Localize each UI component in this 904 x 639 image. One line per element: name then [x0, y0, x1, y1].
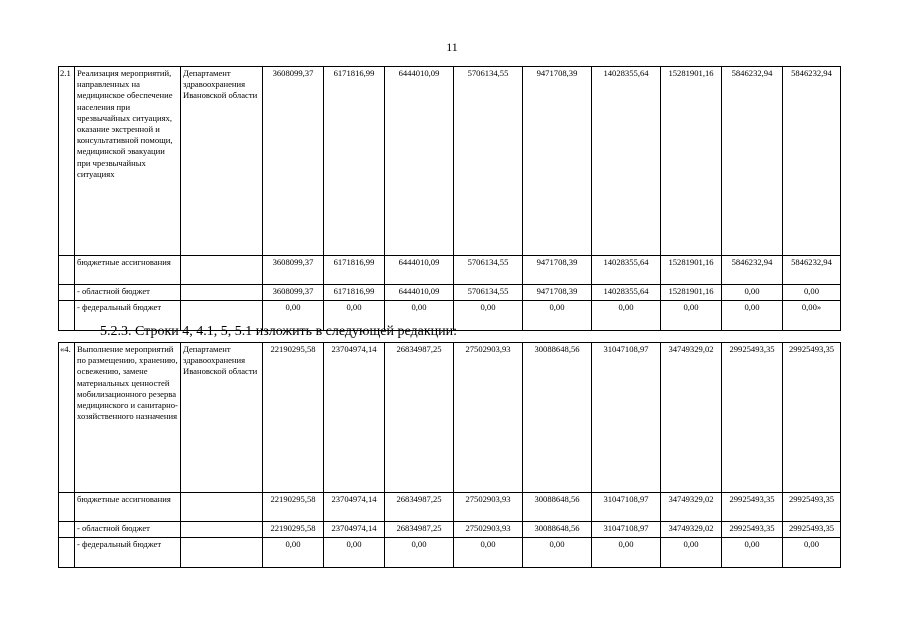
value-cell: 31047108,97 — [592, 522, 661, 538]
value-cell: 0,00 — [661, 301, 722, 331]
table-row — [59, 67, 841, 256]
value-cell: 34749329,02 — [661, 493, 722, 522]
budget-table-1 — [58, 66, 841, 331]
value-cell: 29925493,35 — [722, 493, 783, 522]
value-cell: 0,00 — [722, 285, 783, 301]
row-name-cell: - областной бюджет — [75, 522, 181, 538]
value-cell: 6171816,99 — [324, 67, 385, 256]
row-number-cell — [59, 301, 75, 331]
value-cell: 0,00 — [722, 301, 783, 331]
value-cell: 9471708,39 — [523, 67, 592, 256]
value-cell: 6171816,99 — [324, 285, 385, 301]
value-cell: 29925493,35 — [783, 493, 841, 522]
executor-cell — [181, 285, 263, 301]
executor-cell — [181, 256, 263, 285]
value-cell: 5846232,94 — [722, 256, 783, 285]
table-row — [59, 538, 841, 568]
table-row — [59, 493, 841, 522]
value-cell: 22190295,58 — [263, 522, 324, 538]
table-row — [59, 522, 841, 538]
value-cell: 5706134,55 — [454, 256, 523, 285]
row-number-cell: 2.1 — [59, 67, 75, 256]
value-cell: 0,00 — [263, 538, 324, 568]
value-cell: 0,00 — [324, 301, 385, 331]
table-row — [59, 285, 841, 301]
value-cell: 0,00 — [592, 538, 661, 568]
value-cell: 23704974,14 — [324, 522, 385, 538]
value-cell: 5706134,55 — [454, 67, 523, 256]
executor-cell — [181, 522, 263, 538]
value-cell: 0,00 — [783, 285, 841, 301]
value-cell: 5706134,55 — [454, 285, 523, 301]
value-cell: 3608099,37 — [263, 256, 324, 285]
executor-cell — [181, 493, 263, 522]
value-cell: 6444010,09 — [385, 256, 454, 285]
value-cell: 3608099,37 — [263, 67, 324, 256]
value-cell: 0,00 — [454, 301, 523, 331]
value-cell: 27502903,93 — [454, 493, 523, 522]
row-number-cell — [59, 538, 75, 568]
value-cell: 29925493,35 — [722, 343, 783, 493]
value-cell: 14028355,64 — [592, 256, 661, 285]
budget-table-2 — [58, 342, 841, 568]
value-cell: 31047108,97 — [592, 343, 661, 493]
value-cell: 6444010,09 — [385, 285, 454, 301]
row-number-cell — [59, 522, 75, 538]
row-number-cell — [59, 493, 75, 522]
value-cell: 23704974,14 — [324, 493, 385, 522]
value-cell: 22190295,58 — [263, 493, 324, 522]
executor-cell: Департамент здравоохранения Ивановской области — [181, 343, 263, 493]
value-cell: 0,00 — [592, 301, 661, 331]
value-cell: 31047108,97 — [592, 493, 661, 522]
value-cell: 5846232,94 — [783, 256, 841, 285]
table-row — [59, 256, 841, 285]
value-cell: 0,00 — [324, 538, 385, 568]
value-cell: 0,00 — [661, 538, 722, 568]
executor-cell — [181, 538, 263, 568]
value-cell: 23704974,14 — [324, 343, 385, 493]
row-number-cell: «4. — [59, 343, 75, 493]
row-name-cell: - областной бюджет — [75, 285, 181, 301]
value-cell: 27502903,93 — [454, 522, 523, 538]
value-cell: 15281901,16 — [661, 67, 722, 256]
row-name-cell: Реализация мероприятий, направленных на медицинское обеспечение населения при чрезвычайных ситуациях, оказание экстренной и консультативной помощи, медицинской эвакуации при чрезвычайных ситуациях — [75, 67, 181, 256]
value-cell: 26834987,25 — [385, 343, 454, 493]
value-cell: 27502903,93 — [454, 343, 523, 493]
value-cell: 6444010,09 — [385, 67, 454, 256]
value-cell: 14028355,64 — [592, 285, 661, 301]
value-cell: 0,00 — [523, 538, 592, 568]
value-cell: 26834987,25 — [385, 522, 454, 538]
value-cell: 0,00 — [783, 538, 841, 568]
value-cell: 26834987,25 — [385, 493, 454, 522]
table-row — [59, 343, 841, 493]
row-number-cell — [59, 256, 75, 285]
value-cell: 0,00» — [783, 301, 841, 331]
section-heading: 5.2.3. Строки 4, 4.1, 5, 5.1 изложить в следующей редакции: — [100, 324, 458, 339]
value-cell: 30088648,56 — [523, 493, 592, 522]
value-cell: 5846232,94 — [783, 67, 841, 256]
value-cell: 30088648,56 — [523, 343, 592, 493]
row-name-cell: Выполнение мероприятий по размещению, хранению, освежению, замене материальных ценностей мобилизационного резерва медицинского и санитарно-хозяйственного назначения — [75, 343, 181, 493]
value-cell: 0,00 — [263, 301, 324, 331]
value-cell: 22190295,58 — [263, 343, 324, 493]
value-cell: 34749329,02 — [661, 343, 722, 493]
value-cell: 9471708,39 — [523, 256, 592, 285]
value-cell: 9471708,39 — [523, 285, 592, 301]
page-number: 11 — [446, 40, 458, 54]
value-cell: 3608099,37 — [263, 285, 324, 301]
value-cell: 14028355,64 — [592, 67, 661, 256]
value-cell: 0,00 — [454, 538, 523, 568]
row-name-cell: бюджетные ассигнования — [75, 493, 181, 522]
value-cell: 34749329,02 — [661, 522, 722, 538]
value-cell: 29925493,35 — [722, 522, 783, 538]
row-name-cell: - федеральный бюджет — [75, 301, 181, 331]
row-name-cell: бюджетные ассигнования — [75, 256, 181, 285]
value-cell: 0,00 — [523, 301, 592, 331]
value-cell: 0,00 — [722, 538, 783, 568]
value-cell: 0,00 — [385, 301, 454, 331]
value-cell: 5846232,94 — [722, 67, 783, 256]
value-cell: 30088648,56 — [523, 522, 592, 538]
row-number-cell — [59, 285, 75, 301]
value-cell: 6171816,99 — [324, 256, 385, 285]
executor-cell: Департамент здравоохранения Ивановской области — [181, 67, 263, 256]
value-cell: 15281901,16 — [661, 256, 722, 285]
row-name-cell: - федеральный бюджет — [75, 538, 181, 568]
value-cell: 29925493,35 — [783, 522, 841, 538]
value-cell: 0,00 — [385, 538, 454, 568]
value-cell: 15281901,16 — [661, 285, 722, 301]
value-cell: 29925493,35 — [783, 343, 841, 493]
